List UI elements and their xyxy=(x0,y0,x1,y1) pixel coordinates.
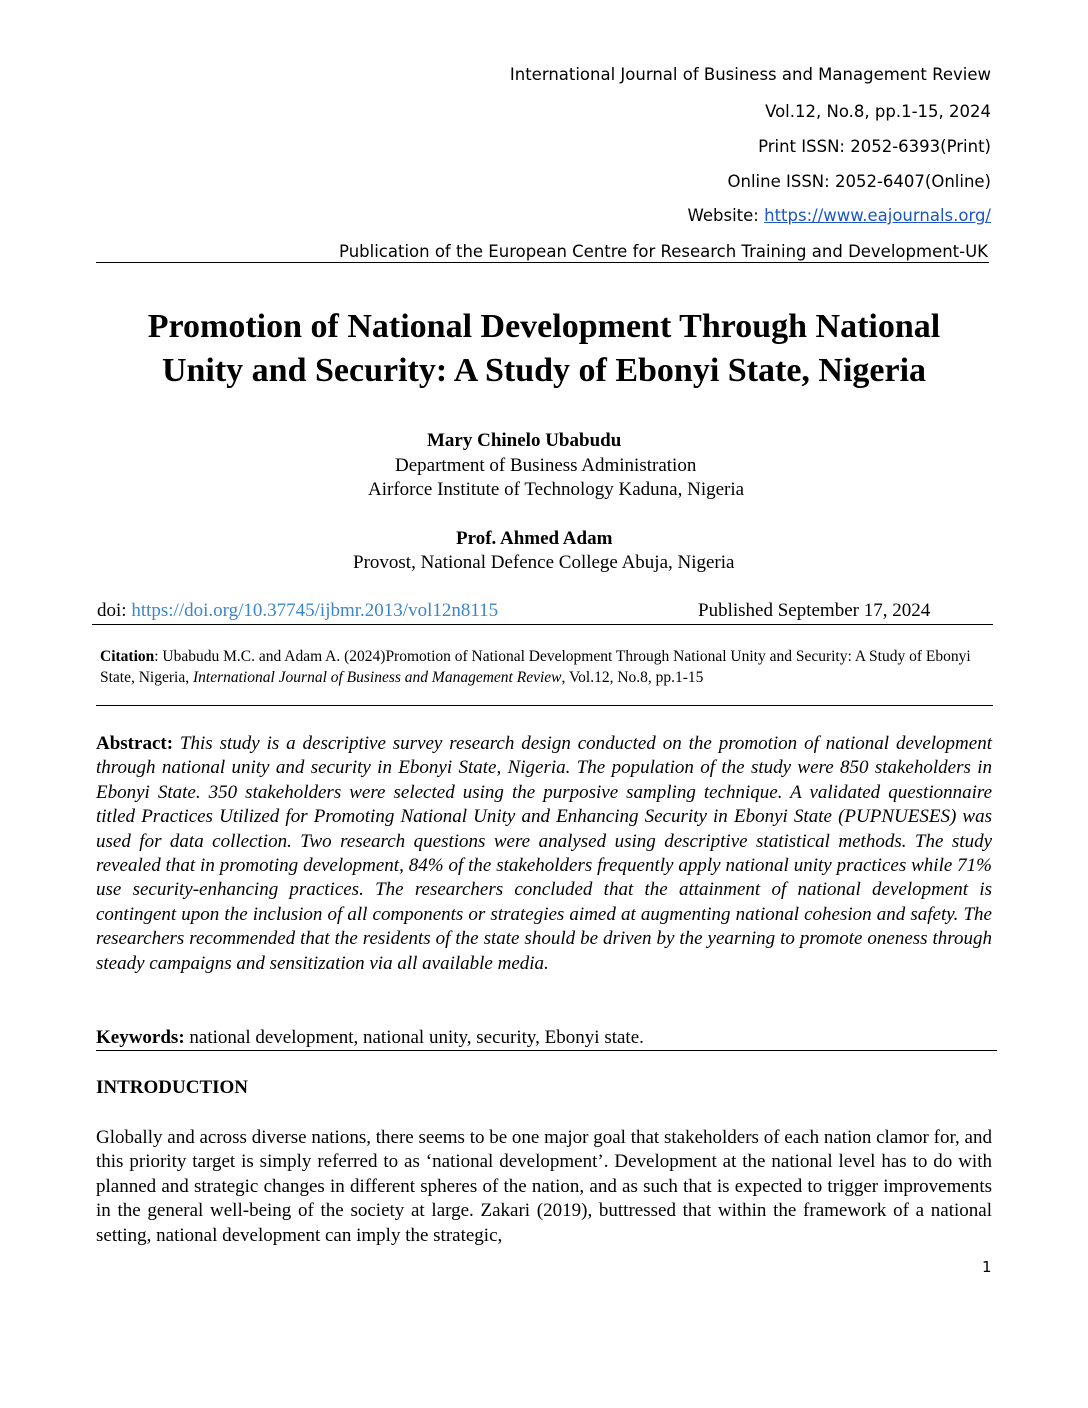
header-divider xyxy=(96,262,989,263)
online-issn: Online ISSN: 2052-6407(Online) xyxy=(727,172,991,191)
publisher-line: Publication of the European Centre for Research Training and Development-UK xyxy=(339,242,988,261)
citation-divider xyxy=(96,705,993,706)
citation-label: Citation xyxy=(100,648,155,665)
title-line-1: Promotion of National Development Through National xyxy=(147,308,941,345)
page-number: 1 xyxy=(982,1258,992,1276)
published-date: Published September 17, 2024 xyxy=(698,600,931,621)
author-1-affiliation-2: Airforce Institute of Technology Kaduna, Nigeria xyxy=(368,479,745,500)
website-line xyxy=(688,205,991,227)
citation-text: : Ubabudu M.C. and Adam A. (2024)Promotion of National Development Through National Unity and Security: A Study of Ebonyi State, Nigeria, xyxy=(100,648,971,686)
doi-line xyxy=(97,600,498,622)
doi-divider xyxy=(92,624,993,625)
keywords-label: Keywords: xyxy=(96,1027,185,1048)
citation-journal: International Journal of Business and Management Review xyxy=(192,669,562,686)
author-2-name: Prof. Ahmed Adam xyxy=(456,528,613,549)
paper-title xyxy=(96,305,992,393)
author-2-affiliation-1: Provost, National Defence College Abuja, Nigeria xyxy=(353,552,735,573)
abstract-text: This study is a descriptive survey research design conducted on the promotion of national development through national unity and security in Ebonyi State, Nigeria. The population of the study were 850 stakeholders in Ebonyi State. 350 stakeholders were selected using the purposive sampling technique. A validated questionnaire titled Practices Utilized for Promoting National Unity and Enhancing Security in Ebonyi State (PUPNUESES) was used for data collection. Two research questions were analysed using descriptive statistical methods. The study revealed that in promoting development, 84% of the stakeholders frequently apply national unity practices while 71% use security-enhancing practices. The researchers concluded that the attainment of national development is contingent upon the inclusion of all components or strategies aimed at augmenting national cohesion and safety. The researchers recommended that the residents of the state should be driven by the yearning to promote oneness through steady campaigns and sensitization via all available media. xyxy=(96,733,992,974)
keywords-divider xyxy=(96,1050,997,1051)
citation-volume: , Vol.12, No.8, pp.1-15 xyxy=(561,669,704,686)
author-1-name: Mary Chinelo Ubabudu xyxy=(427,430,622,451)
author-1-affiliation-1: Department of Business Administration xyxy=(395,455,697,476)
introduction-paragraph: Globally and across diverse nations, there seems to be one major goal that stakeholders of each nation clamor for, and this priority target is simply referred to as ‘national development’. Development at the national level has to do with planned and strategic changes in different spheres of the nation, and as such that is expected to trigger improvements in the general well-being of the society at large. Zakari (2019), buttressed that within the framework of a national setting, national development can imply the strategic, xyxy=(96,1127,992,1246)
doi-link[interactable]: https://doi.org/10.37745/ijbmr.2013/vol12n8115 xyxy=(131,600,499,621)
website-label: Website: xyxy=(687,206,765,225)
doi-label: doi: xyxy=(97,600,132,621)
citation xyxy=(100,646,990,688)
journal-name: International Journal of Business and Management Review xyxy=(509,65,991,84)
keywords xyxy=(96,1027,644,1049)
website-link[interactable]: https://www.eajournals.org/ xyxy=(764,206,991,225)
title-line-2: Unity and Security: A Study of Ebonyi State, Nigeria xyxy=(161,352,927,389)
keywords-text: national development, national unity, security, Ebonyi state. xyxy=(184,1027,644,1048)
abstract xyxy=(96,732,992,976)
abstract-label: Abstract: xyxy=(96,733,174,754)
print-issn: Print ISSN: 2052-6393(Print) xyxy=(758,137,991,156)
introduction-heading: INTRODUCTION xyxy=(96,1077,249,1098)
journal-volume: Vol.12, No.8, pp.1-15, 2024 xyxy=(765,102,991,121)
